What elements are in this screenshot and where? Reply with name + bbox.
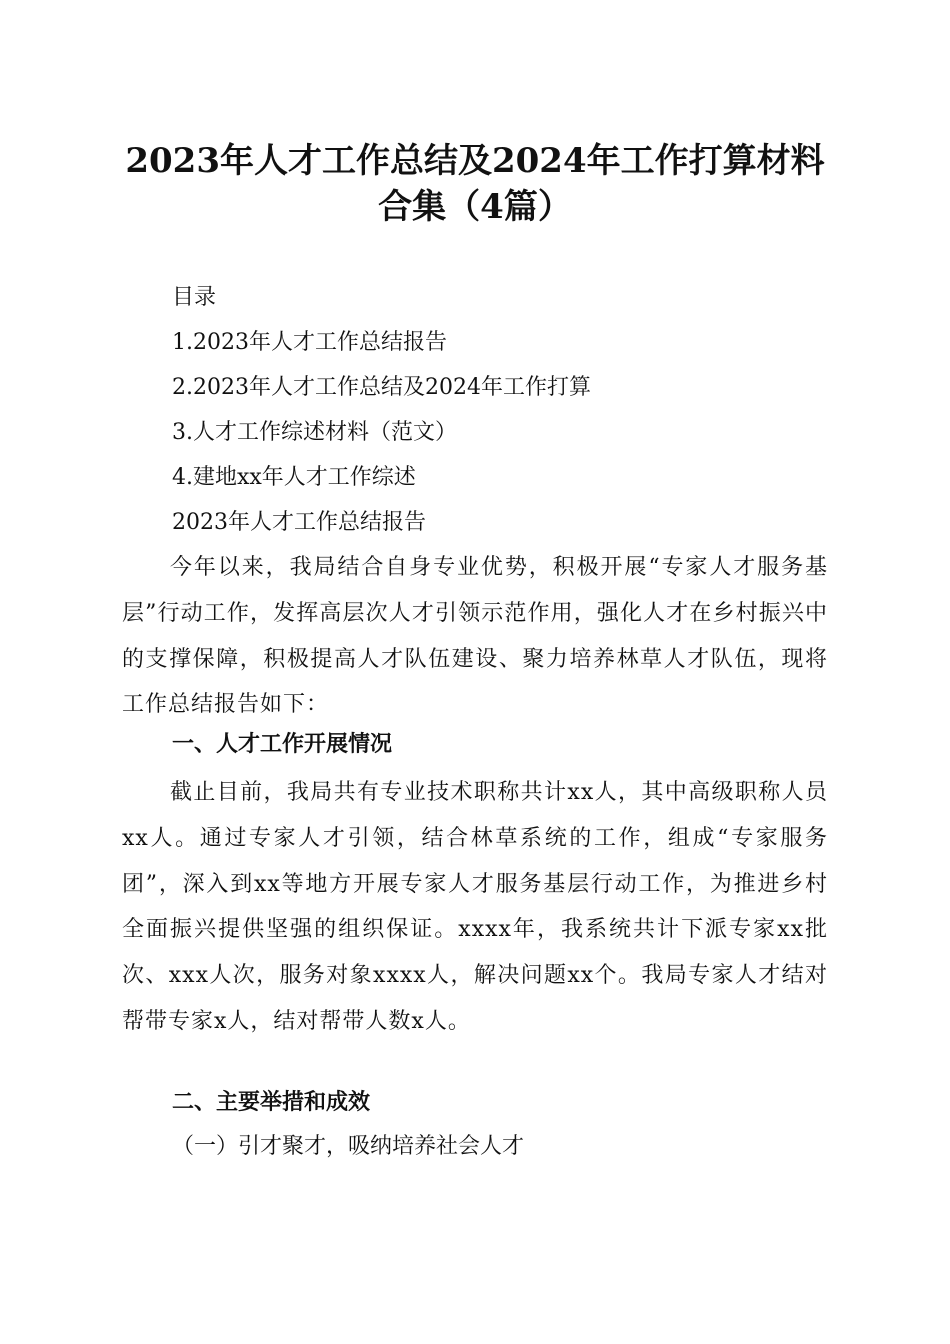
toc-item-1: 1.2023年人才工作总结报告 [172,330,447,355]
intro-paragraph: 今年以来，我局结合自身专业优势，积极开展“专家人才服务基层”行动工作，发挥高层次人才引领示范作用，强化人才在乡村振兴中的支撑保障，积极提高人才队伍建设、聚力培养林草人才队伍，现将工作总结报告如下： [122,555,828,718]
document-title-line-1: 2023年人才工作总结及2024年工作打算材料 [125,141,825,181]
toc-item-3: 3.人才工作综述材料（范文） [172,420,457,445]
subheading-1: （一）引才聚才，吸纳培养社会人才 [172,1134,525,1159]
section-title: 2023年人才工作总结报告 [172,510,426,535]
heading-1: 一、人才工作开展情况 [172,732,393,757]
toc-item-4: 4.建地xx年人才工作综述 [172,465,416,490]
toc-item-2: 2.2023年人才工作总结及2024年工作打算 [172,375,591,400]
document-title-line-2: 合集（4篇） [378,187,572,227]
toc-label: 目录 [172,285,217,310]
paragraph-1: 截止目前，我局共有专业技术职称共计xx人，其中高级职称人员xx人。通过专家人才引领，结合林草系统的工作，组成“专家服务团”，深入到xx等地方开展专家人才服务基层行动工作，为推进乡村全面振兴提供坚强的组织保证。xxxx年，我系统共计下派专家xx批次、xxx人次，服务对象xxxx人，解决问题xx个。我局专家人才结对帮带专家x人，结对帮带人数x人。 [122,780,828,1034]
heading-2: 二、主要举措和成效 [172,1090,371,1115]
